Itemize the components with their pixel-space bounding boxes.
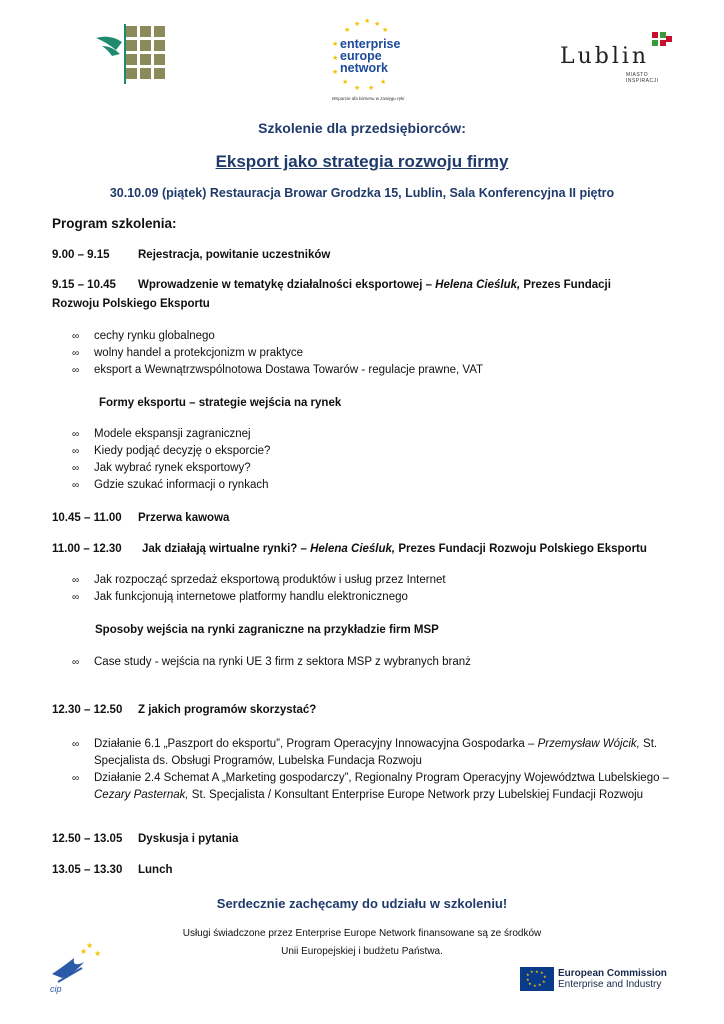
session-time: 12.50 – 13.05 <box>52 833 123 845</box>
session-virtual-markets <box>52 543 647 555</box>
svg-text:★: ★ <box>542 979 546 984</box>
svg-text:★: ★ <box>538 982 542 987</box>
session-coffee-break <box>52 512 229 524</box>
svg-text:★: ★ <box>374 20 381 28</box>
session-title: Z jakich programów skorzystać? <box>138 704 317 716</box>
list-item <box>72 347 303 359</box>
session-title: Lunch <box>138 864 173 876</box>
bullet-icon: ∞ <box>72 348 80 359</box>
program-heading: Program szkolenia: <box>52 216 177 231</box>
cip-logo <box>44 938 124 994</box>
list-item-text: Kiedy podjąć decyzję o eksporcie? <box>94 445 271 457</box>
session-time: 9.00 – 9.15 <box>52 249 110 261</box>
list-item-text: wolny handel a protekcjonizm w praktyce <box>94 347 304 359</box>
speaker-name: Przemysław Wójcik, <box>537 738 640 750</box>
list-item-text: Jak rozpocząć sprzedaż eksportową produktów i usług przez Internet <box>94 574 446 586</box>
svg-text:★: ★ <box>380 78 387 86</box>
list-item-text: Działanie 2.4 Schemat A „Marketing gospodarczy”, Regionalny Program Operacyjny Województwa Lubelskiego – <box>94 772 670 784</box>
list-item-text: Case study - wejścia na rynki UE 3 firm z sektora MSP z wybranych branż <box>94 656 471 668</box>
bullet-icon: ∞ <box>72 657 80 668</box>
cip-wordmark: cip <box>50 984 62 994</box>
speaker-role: Prezes Fundacji Rozwoju Polskiego Eksportu <box>395 543 647 555</box>
list-item <box>72 656 471 668</box>
speaker-name: Helena Cieśluk, <box>310 543 396 555</box>
session-time: 10.45 – 11.00 <box>52 512 122 524</box>
speaker-role: Prezes Fundacji Rozwoju Polskiego Eksportu <box>52 279 611 310</box>
bullet-icon: ∞ <box>72 739 80 750</box>
een-line-1: enterprise <box>340 37 401 51</box>
session-introduction <box>52 276 652 314</box>
session-time: 12.30 – 12.50 <box>52 704 123 716</box>
list-item <box>72 462 251 474</box>
svg-text:★: ★ <box>332 68 339 76</box>
bullet-icon: ∞ <box>72 773 80 784</box>
svg-text:★: ★ <box>533 983 537 988</box>
bullet-icon: ∞ <box>72 575 80 586</box>
invitation-text: Serdecznie zachęcamy do udziału w szkoleniu! <box>216 896 508 911</box>
event-details: 30.10.09 (piątek) Restauracja Browar Grodzka 15, Lublin, Sala Konferencyjna II piętro <box>109 186 615 200</box>
list-item <box>72 330 215 342</box>
een-line-3: network <box>340 61 388 75</box>
list-item <box>72 445 270 457</box>
session-title: Wprowadzenie w tematykę działalności eksportowej – <box>138 279 436 291</box>
svg-text:★: ★ <box>535 969 539 974</box>
funding-note-line-1: Usługi świadczone przez Enterprise Europe Network finansowane są ze środków <box>182 928 542 939</box>
list-item-text: Działanie 6.1 „Paszport do eksportu”, Program Operacyjny Innowacyjna Gospodarka – <box>94 738 538 750</box>
list-item <box>72 479 268 491</box>
list-item <box>72 591 408 603</box>
lublin-wordmark: Lublin <box>560 44 650 69</box>
session-lunch <box>52 864 173 876</box>
bullet-icon: ∞ <box>72 592 80 603</box>
speaker-name: Helena Cieśluk, <box>435 279 521 291</box>
session-registration <box>52 249 330 261</box>
svg-text:★: ★ <box>332 40 339 48</box>
bullet-icon: ∞ <box>72 480 80 491</box>
bullet-icon: ∞ <box>72 365 80 376</box>
svg-text:★: ★ <box>364 17 371 25</box>
session-time: 9.15 – 10.45 <box>52 279 116 291</box>
bullet-icon: ∞ <box>72 331 80 342</box>
svg-text:★: ★ <box>80 947 88 956</box>
een-line-2: europe <box>340 49 382 63</box>
speaker-role: St. Specjalista / Konsultant Enterprise Europe Network przy Lubelskiej Fundacji Rozwoju <box>188 789 644 801</box>
list-item <box>72 364 483 376</box>
list-item <box>72 428 251 440</box>
session-time: 13.05 – 13.30 <box>52 864 123 876</box>
session-title: Dyskusja i pytania <box>138 833 239 845</box>
svg-text:★: ★ <box>332 54 339 62</box>
session-programs <box>52 704 316 716</box>
funding-note-line-2: Unii Europejskiej i budżetu Państwa. <box>281 946 443 957</box>
list-item <box>72 574 446 586</box>
session-title: Rejestracja, powitanie uczestników <box>138 249 331 261</box>
svg-text:★: ★ <box>368 84 375 92</box>
lublin-logo <box>552 30 676 84</box>
svg-text:★: ★ <box>94 949 102 958</box>
svg-text:★: ★ <box>382 26 389 34</box>
session-discussion <box>52 833 238 845</box>
svg-text:★: ★ <box>540 970 544 975</box>
list-item-text: Modele ekspansji zagranicznej <box>94 428 251 440</box>
page-title: Eksport jako strategia rozwoju firmy <box>215 152 509 171</box>
svg-text:★: ★ <box>354 20 361 28</box>
een-tagline: Wsparcie dla biznesu w zasięgu ręki <box>331 96 405 101</box>
foundation-logo <box>92 24 172 86</box>
subsection-heading: Formy eksportu – strategie wejścia na rynek <box>99 397 342 409</box>
svg-text:★: ★ <box>344 26 351 34</box>
subtitle: Szkolenie dla przedsiębiorców: <box>258 120 466 136</box>
list-item-text: eksport a Wewnątrzwspólnotowa Dostawa Towarów - regulacje prawne, VAT <box>94 364 484 376</box>
lublin-tagline: MIASTO INSPIRACJI <box>626 72 659 84</box>
list-item-text: cechy rynku globalnego <box>94 330 215 342</box>
svg-text:★: ★ <box>342 78 349 86</box>
svg-text:★: ★ <box>528 981 532 986</box>
een-wordmark <box>340 38 400 74</box>
european-commission-logo <box>520 966 680 992</box>
list-item <box>72 770 672 804</box>
list-item-text: Gdzie szukać informacji o rynkach <box>94 479 269 491</box>
svg-text:★: ★ <box>354 84 361 92</box>
bullet-icon: ∞ <box>72 463 80 474</box>
svg-text:★: ★ <box>530 969 534 974</box>
list-item-text: Jak wybrać rynek eksportowy? <box>94 462 251 474</box>
svg-text:★: ★ <box>526 977 530 982</box>
speaker-name: Cezary Pasternak, <box>94 789 189 801</box>
ec-wordmark <box>558 968 667 990</box>
enterprise-europe-network-logo <box>318 12 418 108</box>
session-title: Jak działają wirtualne rynki? – <box>142 543 311 555</box>
bullet-icon: ∞ <box>72 446 80 457</box>
session-title: Przerwa kawowa <box>138 512 230 524</box>
speaker-role: St. Specjalista ds. Obsługi Programów, Lubelska Fundacja Rozwoju <box>94 738 658 767</box>
subsection-heading: Sposoby wejścia na rynki zagraniczne na przykładzie firm MSP <box>95 624 439 636</box>
list-item-text: Jak funkcjonują internetowe platformy handlu elektronicznego <box>94 591 408 603</box>
ec-line-1: European Commission <box>558 968 667 979</box>
svg-text:★: ★ <box>543 974 547 979</box>
ec-line-2: Enterprise and Industry <box>558 979 662 990</box>
session-time: 11.00 – 12.30 <box>52 543 122 555</box>
list-item <box>72 736 672 770</box>
bullet-icon: ∞ <box>72 429 80 440</box>
svg-text:★: ★ <box>526 972 530 977</box>
svg-text:★: ★ <box>86 941 94 950</box>
